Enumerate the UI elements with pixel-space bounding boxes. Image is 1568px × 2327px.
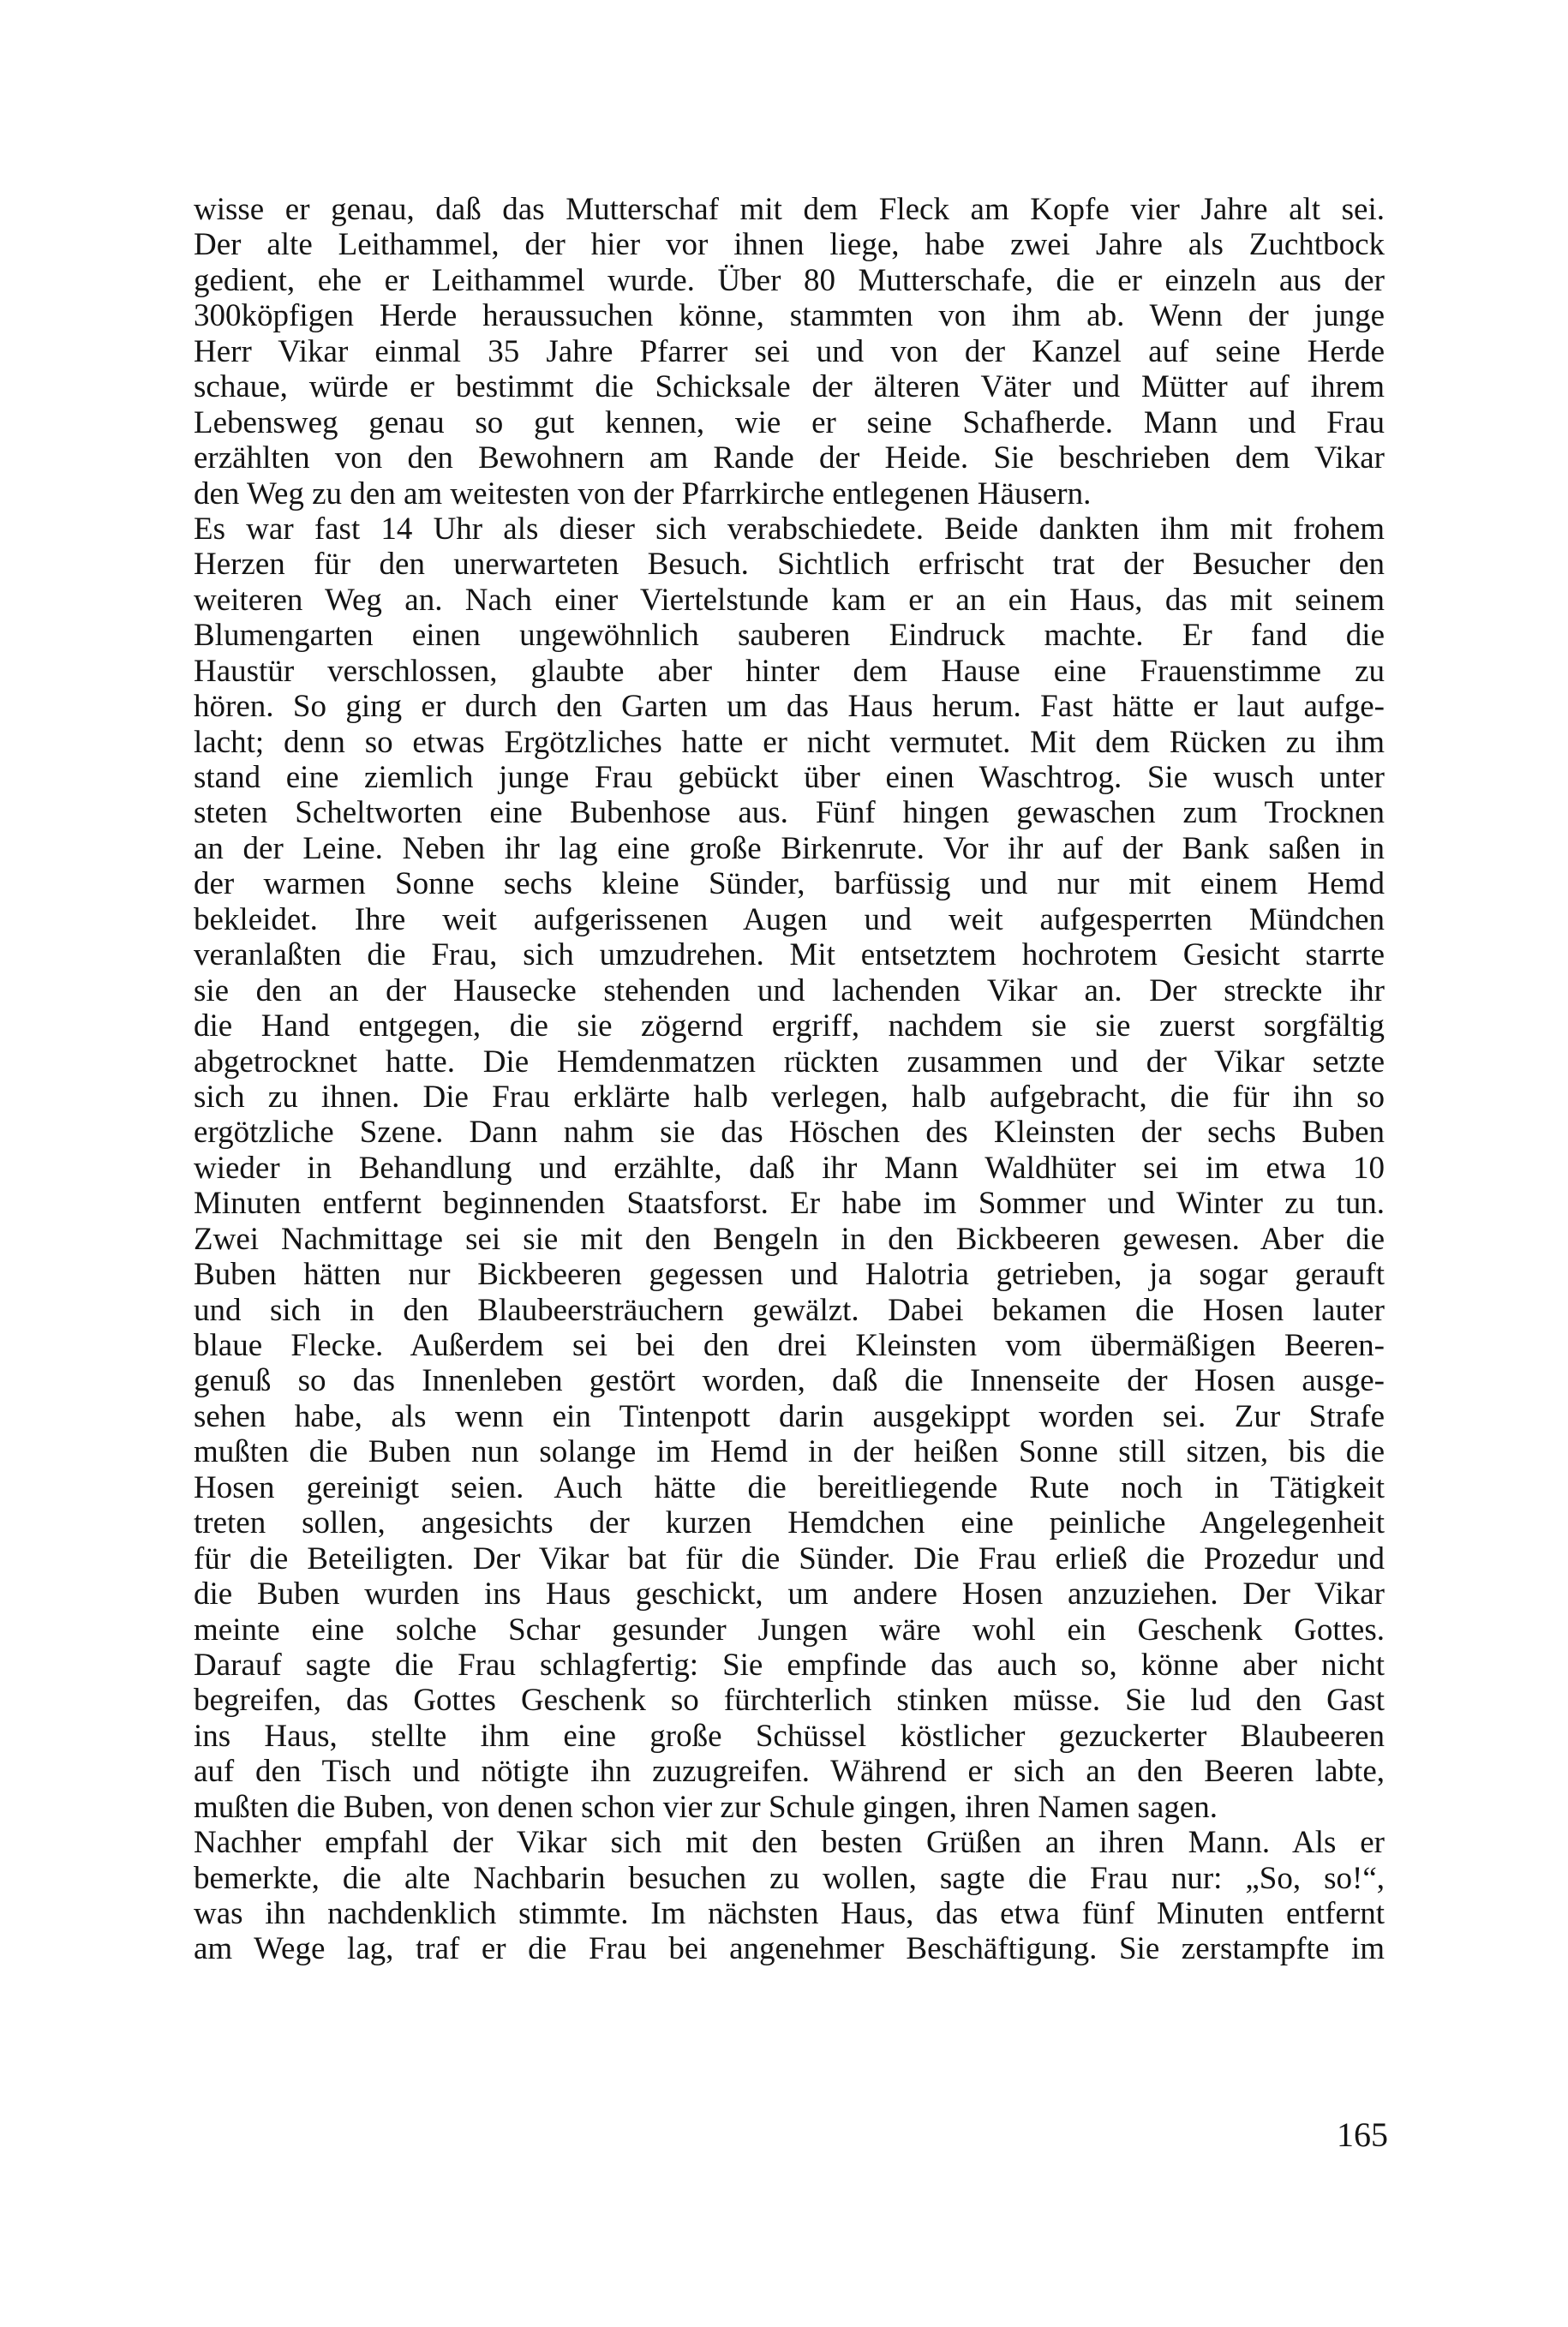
text-line: mußten die Buben, von denen schon vier zur Schule gingen, ihren Namen sagen. — [194, 1789, 1218, 1825]
text-line: ins Haus, stellte ihm eine große Schüssel köstlicher gezuckerter Blaubeeren — [194, 1718, 1385, 1754]
text-line: meinte eine solche Schar gesunder Jungen wäre wohl ein Geschenk Gottes. — [194, 1612, 1385, 1648]
text-line: 300köpfigen Herde heraussuchen könne, stammten von ihm ab. Wenn der junge — [194, 298, 1385, 334]
page-number: 165 — [1337, 2115, 1388, 2154]
text-line: weiteren Weg an. Nach einer Viertelstunde kam er an ein Haus, das mit seinem — [194, 582, 1385, 618]
text-line: sie den an der Hausecke stehenden und lachenden Vikar an. Der streckte ihr — [194, 972, 1385, 1008]
text-line: sich zu ihnen. Die Frau erklärte halb verlegen, halb aufgebracht, die für ihn so — [194, 1079, 1385, 1115]
text-line: Herzen für den unerwarteten Besuch. Sichtlich erfrischt trat der Besucher den — [194, 547, 1385, 583]
text-line: Hosen gereinigt seien. Auch hätte die bereitliegende Rute noch in Tätigkeit — [194, 1469, 1385, 1505]
text-line: Herr Vikar einmal 35 Jahre Pfarrer sei und von der Kanzel auf seine Herde — [194, 333, 1385, 369]
body-text — [194, 192, 1385, 1967]
text-line: veranlaßten die Frau, sich umzudrehen. Mit entsetztem hochrotem Gesicht starrte — [194, 937, 1385, 973]
text-line: der warmen Sonne sechs kleine Sünder, barfüssig und nur mit einem Hemd — [194, 866, 1385, 902]
text-line: bemerkte, die alte Nachbarin besuchen zu wollen, sagte die Frau nur: „So, so!“, — [194, 1860, 1385, 1896]
text-line: wieder in Behandlung und erzählte, daß ihr Mann Waldhüter sei im etwa 10 — [194, 1150, 1385, 1186]
text-line: Blumengarten einen ungewöhnlich sauberen Eindruck machte. Er fand die — [194, 618, 1385, 654]
text-line: die Buben wurden ins Haus geschickt, um andere Hosen anzuziehen. Der Vikar — [194, 1576, 1385, 1612]
text-line: Nachher empfahl der Vikar sich mit den besten Grüßen an ihren Mann. Als er — [194, 1825, 1385, 1861]
text-line: begreifen, das Gottes Geschenk so fürchterlich stinken müsse. Sie lud den Gast — [194, 1683, 1385, 1719]
text-line: sehen habe, als wenn ein Tintenpott darin ausgekippt worden sei. Zur Strafe — [194, 1398, 1385, 1434]
text-line: für die Beteiligten. Der Vikar bat für die Sünder. Die Frau erließ die Prozedur und — [194, 1540, 1385, 1576]
text-line: stand eine ziemlich junge Frau gebückt über einen Waschtrog. Sie wusch unter — [194, 760, 1385, 795]
text-line: am Wege lag, traf er die Frau bei angenehmer Beschäftigung. Sie zerstampfte im — [194, 1931, 1385, 1967]
text-line: steten Scheltworten eine Bubenhose aus. Fünf hingen gewaschen zum Trocknen — [194, 795, 1385, 831]
text-line: wisse er genau, daß das Mutterschaf mit dem Fleck am Kopfe vier Jahre alt sei. — [194, 192, 1385, 227]
text-line: die Hand entgegen, die sie zögernd ergriff, nachdem sie sie zuerst sorgfältig — [194, 1008, 1385, 1044]
text-line: Haustür verschlossen, glaubte aber hinter dem Hause eine Frauenstimme zu — [194, 653, 1385, 689]
text-line: bekleidet. Ihre weit aufgerissenen Augen und weit aufgesperrten Mündchen — [194, 901, 1385, 937]
text-line: treten sollen, angesichts der kurzen Hemdchen eine peinliche Angelegenheit — [194, 1505, 1385, 1541]
text-line: mußten die Buben nun solange im Hemd in der heißen Sonne still sitzen, bis die — [194, 1434, 1385, 1470]
text-line: Zwei Nachmittage sei sie mit den Bengeln in den Bickbeeren gewesen. Aber die — [194, 1221, 1385, 1257]
text-line: blaue Flecke. Außerdem sei bei den drei Kleinsten vom übermäßigen Beeren- — [194, 1328, 1385, 1363]
text-line: was ihn nachdenklich stimmte. Im nächsten Haus, das etwa fünf Minuten entfernt — [194, 1896, 1385, 1931]
text-line: genuß so das Innenleben gestört worden, daß die Innenseite der Hosen ausge- — [194, 1363, 1385, 1399]
text-line: Der alte Leithammel, der hier vor ihnen liege, habe zwei Jahre als Zuchtbock — [194, 227, 1385, 263]
text-line: den Weg zu den am weitesten von der Pfarrkirche entlegenen Häusern. — [194, 476, 1092, 511]
text-line: Es war fast 14 Uhr als dieser sich verabschiedete. Beide dankten ihm mit frohem — [194, 511, 1385, 547]
text-line: schaue, würde er bestimmt die Schicksale der älteren Väter und Mütter auf ihrem — [194, 369, 1385, 405]
text-line: erzählten von den Bewohnern am Rande der Heide. Sie beschrieben dem Vikar — [194, 440, 1385, 476]
text-line: ergötzliche Szene. Dann nahm sie das Höschen des Kleinsten der sechs Buben — [194, 1115, 1385, 1151]
text-line: lacht; denn so etwas Ergötzliches hatte er nicht vermutet. Mit dem Rücken zu ihm — [194, 724, 1385, 760]
text-line: Darauf sagte die Frau schlagfertig: Sie empfinde das auch so, könne aber nicht — [194, 1647, 1385, 1683]
text-line: gedient, ehe er Leithammel wurde. Über 80 Mutterschafe, die er einzeln aus der — [194, 262, 1385, 298]
text-line: Lebensweg genau so gut kennen, wie er seine Schafherde. Mann und Frau — [194, 404, 1385, 440]
text-line: abgetrocknet hatte. Die Hemdenmatzen rückten zusammen und der Vikar setzte — [194, 1044, 1385, 1080]
text-line: Minuten entfernt beginnenden Staatsforst. Er habe im Sommer und Winter zu tun. — [194, 1186, 1385, 1222]
text-line: auf den Tisch und nötigte ihn zuzugreifen. Während er sich an den Beeren labte, — [194, 1754, 1385, 1790]
text-line: an der Leine. Neben ihr lag eine große Birkenrute. Vor ihr auf der Bank saßen in — [194, 830, 1385, 866]
text-line: Buben hätten nur Bickbeeren gegessen und Halotria getrieben, ja sogar gerauft — [194, 1257, 1385, 1293]
text-line: hören. So ging er durch den Garten um das Haus herum. Fast hätte er laut aufge- — [194, 689, 1385, 725]
text-line: und sich in den Blaubeersträuchern gewälzt. Dabei bekamen die Hosen lauter — [194, 1292, 1385, 1328]
